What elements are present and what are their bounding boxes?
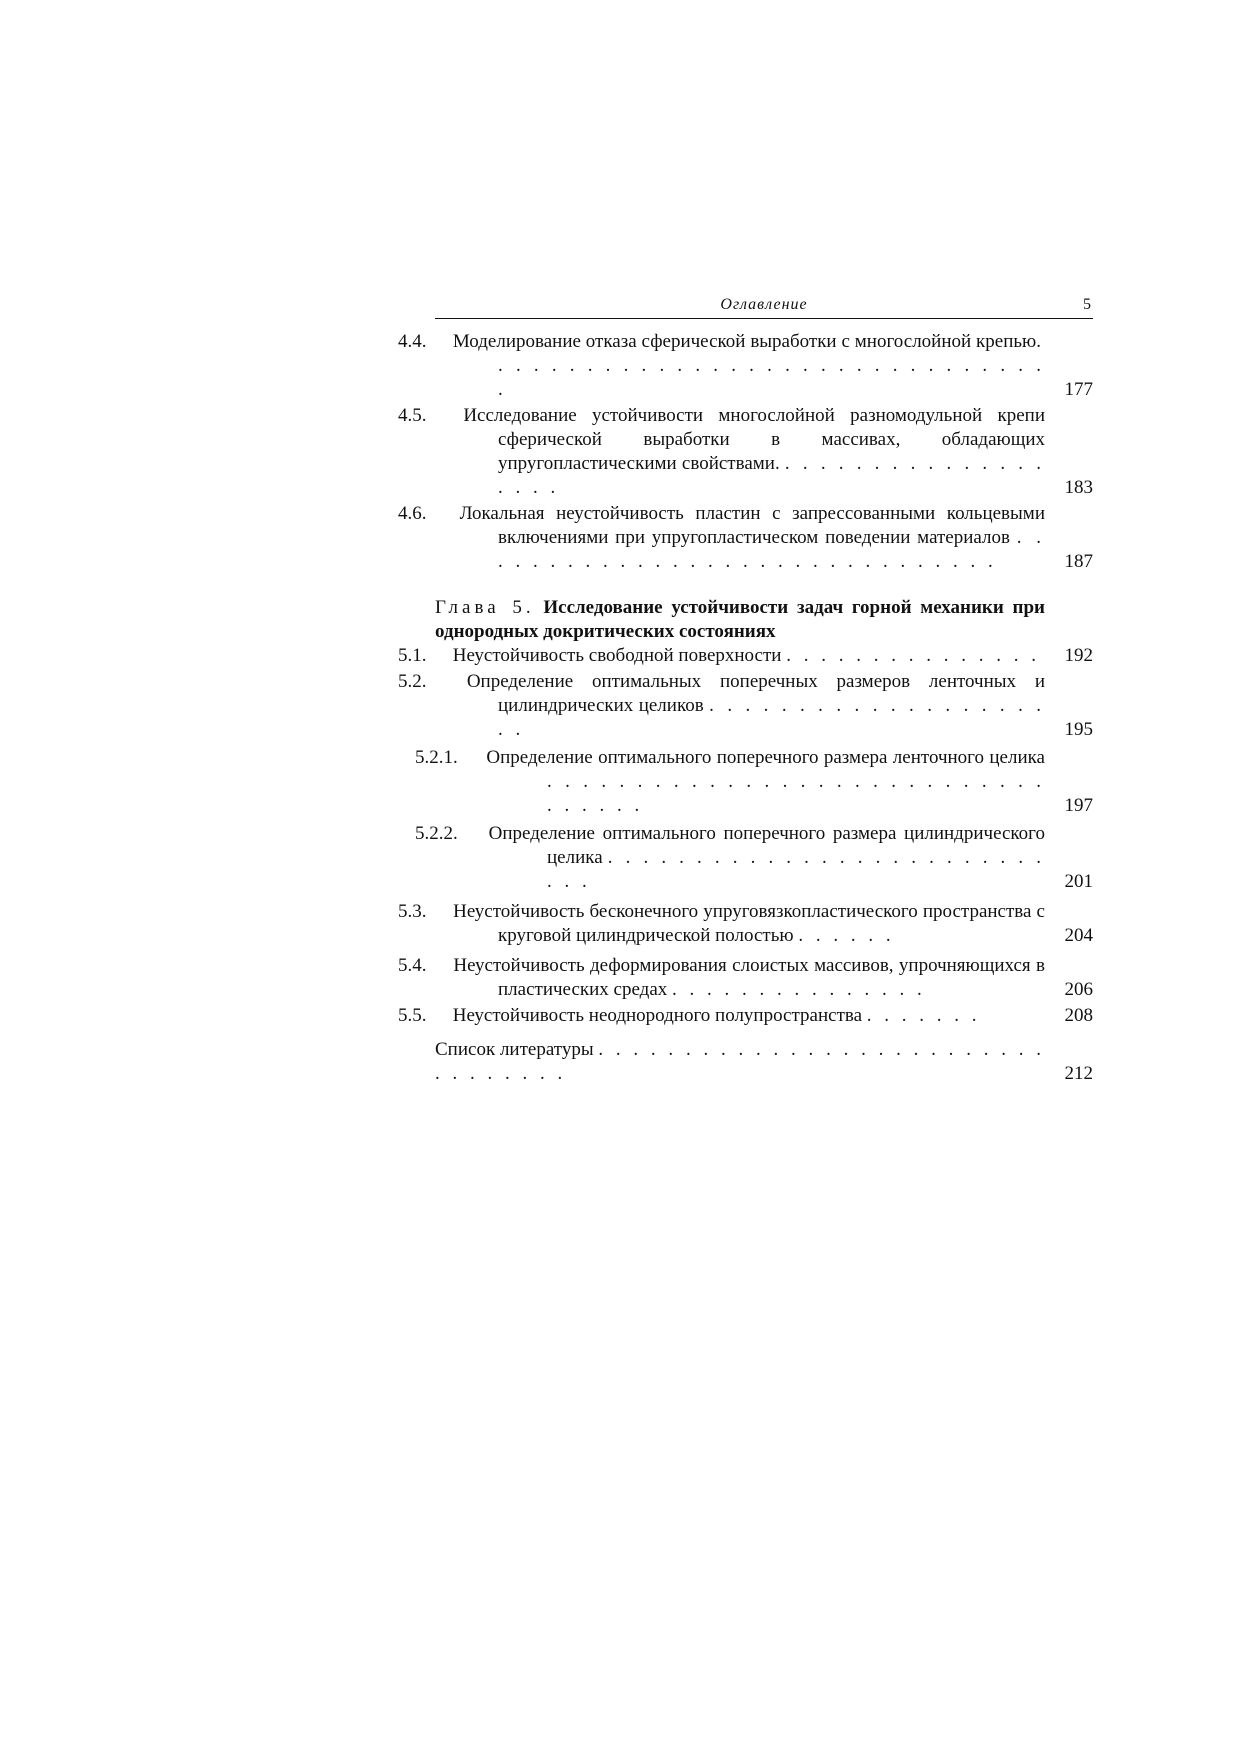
toc-entry-5-1[interactable]: 5.1. Неустойчивость свободной поверхности . . . . . . . . . . . . . . . 192 — [398, 645, 1093, 666]
table-of-contents — [398, 330, 1093, 1086]
chapter-label: Глава 5. — [435, 597, 535, 618]
toc-entry-5-5[interactable]: 5.5. Неустойчивость неоднородного полупространства . . . . . . . 208 — [398, 1005, 1093, 1026]
leader-dots: . . . . . . . . . . . . . . . . . . . . . . . . . . . . . . . — [498, 527, 1045, 572]
leader-dots: . . . . . . . . . . . . . . . . . . . . . . . . . . . . . . . . . — [498, 331, 1045, 400]
section-title: Определение оптимального поперечного размера цилиндрического целика — [488, 823, 1045, 868]
toc-entry-5-2-2[interactable]: 5.2.2. Определение оптимального поперечного размера цилиндрического целика . . . . . . . . . . . . . . . . . . . . . . . . . . . . 201 — [415, 823, 1093, 892]
toc-entry-5-4[interactable]: 5.4. Неустойчивость деформирования слоистых массивов, упрочняющихся в пластических средах . . . . . . . . . . . . . . . 206 — [398, 955, 1093, 1000]
chapter-title: Исследование устойчивости задач горной механики при однородных докритических состояниях — [435, 597, 1046, 642]
leader-dots: . . . . . . . . . . . . . . . . . . . . . — [498, 695, 1046, 740]
leader-dots: . . . . . . . . . . . . . . . — [786, 645, 1040, 666]
page-ref: 206 — [1064, 979, 1093, 1000]
page-ref: 195 — [1064, 719, 1093, 740]
toc-entry-bibliography[interactable] — [435, 1038, 1093, 1086]
page-ref: 201 — [1064, 871, 1093, 892]
page-ref: 204 — [1064, 925, 1093, 946]
page-number: 5 — [1083, 296, 1091, 313]
page-ref: 187 — [1064, 551, 1093, 572]
toc-entry-5-2-1[interactable]: 5.2.1. Определение оптимального поперечного размера ленточного целика . . . . . . . . . . . . . . . . . . . . . . . . . . . . . . . . . . 197 — [415, 747, 1093, 816]
toc-entry-4-4[interactable]: 4.4. Моделирование отказа сферической выработки с многослойной крепью. . . . . . . . . . . . . . . . . . . . . . . . . . . . . . . . . 177 — [398, 331, 1093, 400]
page-ref: 212 — [1064, 1063, 1093, 1084]
section-title: Исследование устойчивости многослойной разномодульной крепи сферической выработки в массивах, обладающих упругопластическими свойствами. — [463, 405, 1045, 474]
toc-entry-5-2[interactable]: 5.2. Определение оптимальных поперечных размеров ленточных и цилиндрических целиков . . . . . . . . . . . . . . . . . . . . . 195 — [398, 671, 1093, 740]
toc-entry-5-3[interactable]: 5.3. Неустойчивость бесконечного упруговязкопластического пространства с круговой цилиндрической полостью . . . . . . 204 — [398, 901, 1093, 946]
leader-dots: . . . . . . . . . . . . . . . . . . . . . . . . . . . . . . . . . . — [547, 771, 1045, 816]
leader-dots: . . . . . . . . . . . . . . . — [672, 979, 926, 1000]
section-title: Неустойчивость деформирования слоистых массивов, упрочняющихся в пластических средах — [453, 955, 1045, 1000]
page-ref: 208 — [1064, 1005, 1093, 1026]
chapter-heading-5[interactable] — [435, 596, 1093, 644]
running-title: Оглавление — [720, 296, 808, 313]
section-title: Список литературы — [435, 1039, 594, 1060]
page-ref: 177 — [1064, 379, 1093, 400]
section-title: Локальная неустойчивость пластин с запрессованными кольцевыми включениями при упругопластическом поведении материалов — [459, 503, 1045, 548]
page-ref: 192 — [1064, 645, 1093, 666]
leader-dots: . . . . . . . . . . . . . . . . . . . — [498, 453, 1046, 498]
section-title: Моделирование отказа сферической выработки с многослойной крепью — [452, 331, 1037, 352]
section-title: Неустойчивость свободной поверхности — [452, 645, 782, 666]
toc-page — [398, 296, 1093, 1086]
section-title: Неустойчивость бесконечного упруговязкопластического пространства с круговой цилиндрической полостью — [453, 901, 1045, 946]
running-header — [435, 296, 1093, 319]
leader-dots: . . . . . . . . . . . . . . . . . . . . . . . . . . . . — [547, 847, 1046, 892]
leader-dots: . . . . . . — [798, 925, 895, 946]
section-title: Определение оптимальных поперечных размеров ленточных и цилиндрических целиков — [466, 671, 1046, 716]
page-ref: 197 — [1064, 795, 1093, 816]
page-ref: 183 — [1064, 477, 1093, 498]
toc-entry-4-5[interactable]: 4.5. Исследование устойчивости многослойной разномодульной крепи сферической выработки в массивах, обладающих упругопластическими свойствами. . . . . . . . . . . . . . . . . . . . 183 — [398, 405, 1093, 498]
leader-dots: . . . . . . . . . . . . . . . . . . . . . . . . . . . . . . . . . . — [435, 1039, 1045, 1084]
section-title: Неустойчивость неоднородного полупространства — [452, 1005, 863, 1026]
leader-dots: . . . . . . . — [866, 1005, 981, 1026]
toc-entry-4-6[interactable]: 4.6. Локальная неустойчивость пластин с запрессованными кольцевыми включениями при упругопластическом поведении материалов . . . . . . . . . . . . . . . . . . . . . . . . . . . . . . . 187 — [398, 503, 1093, 572]
section-title: Определение оптимального поперечного размера ленточного целика — [486, 747, 1045, 768]
